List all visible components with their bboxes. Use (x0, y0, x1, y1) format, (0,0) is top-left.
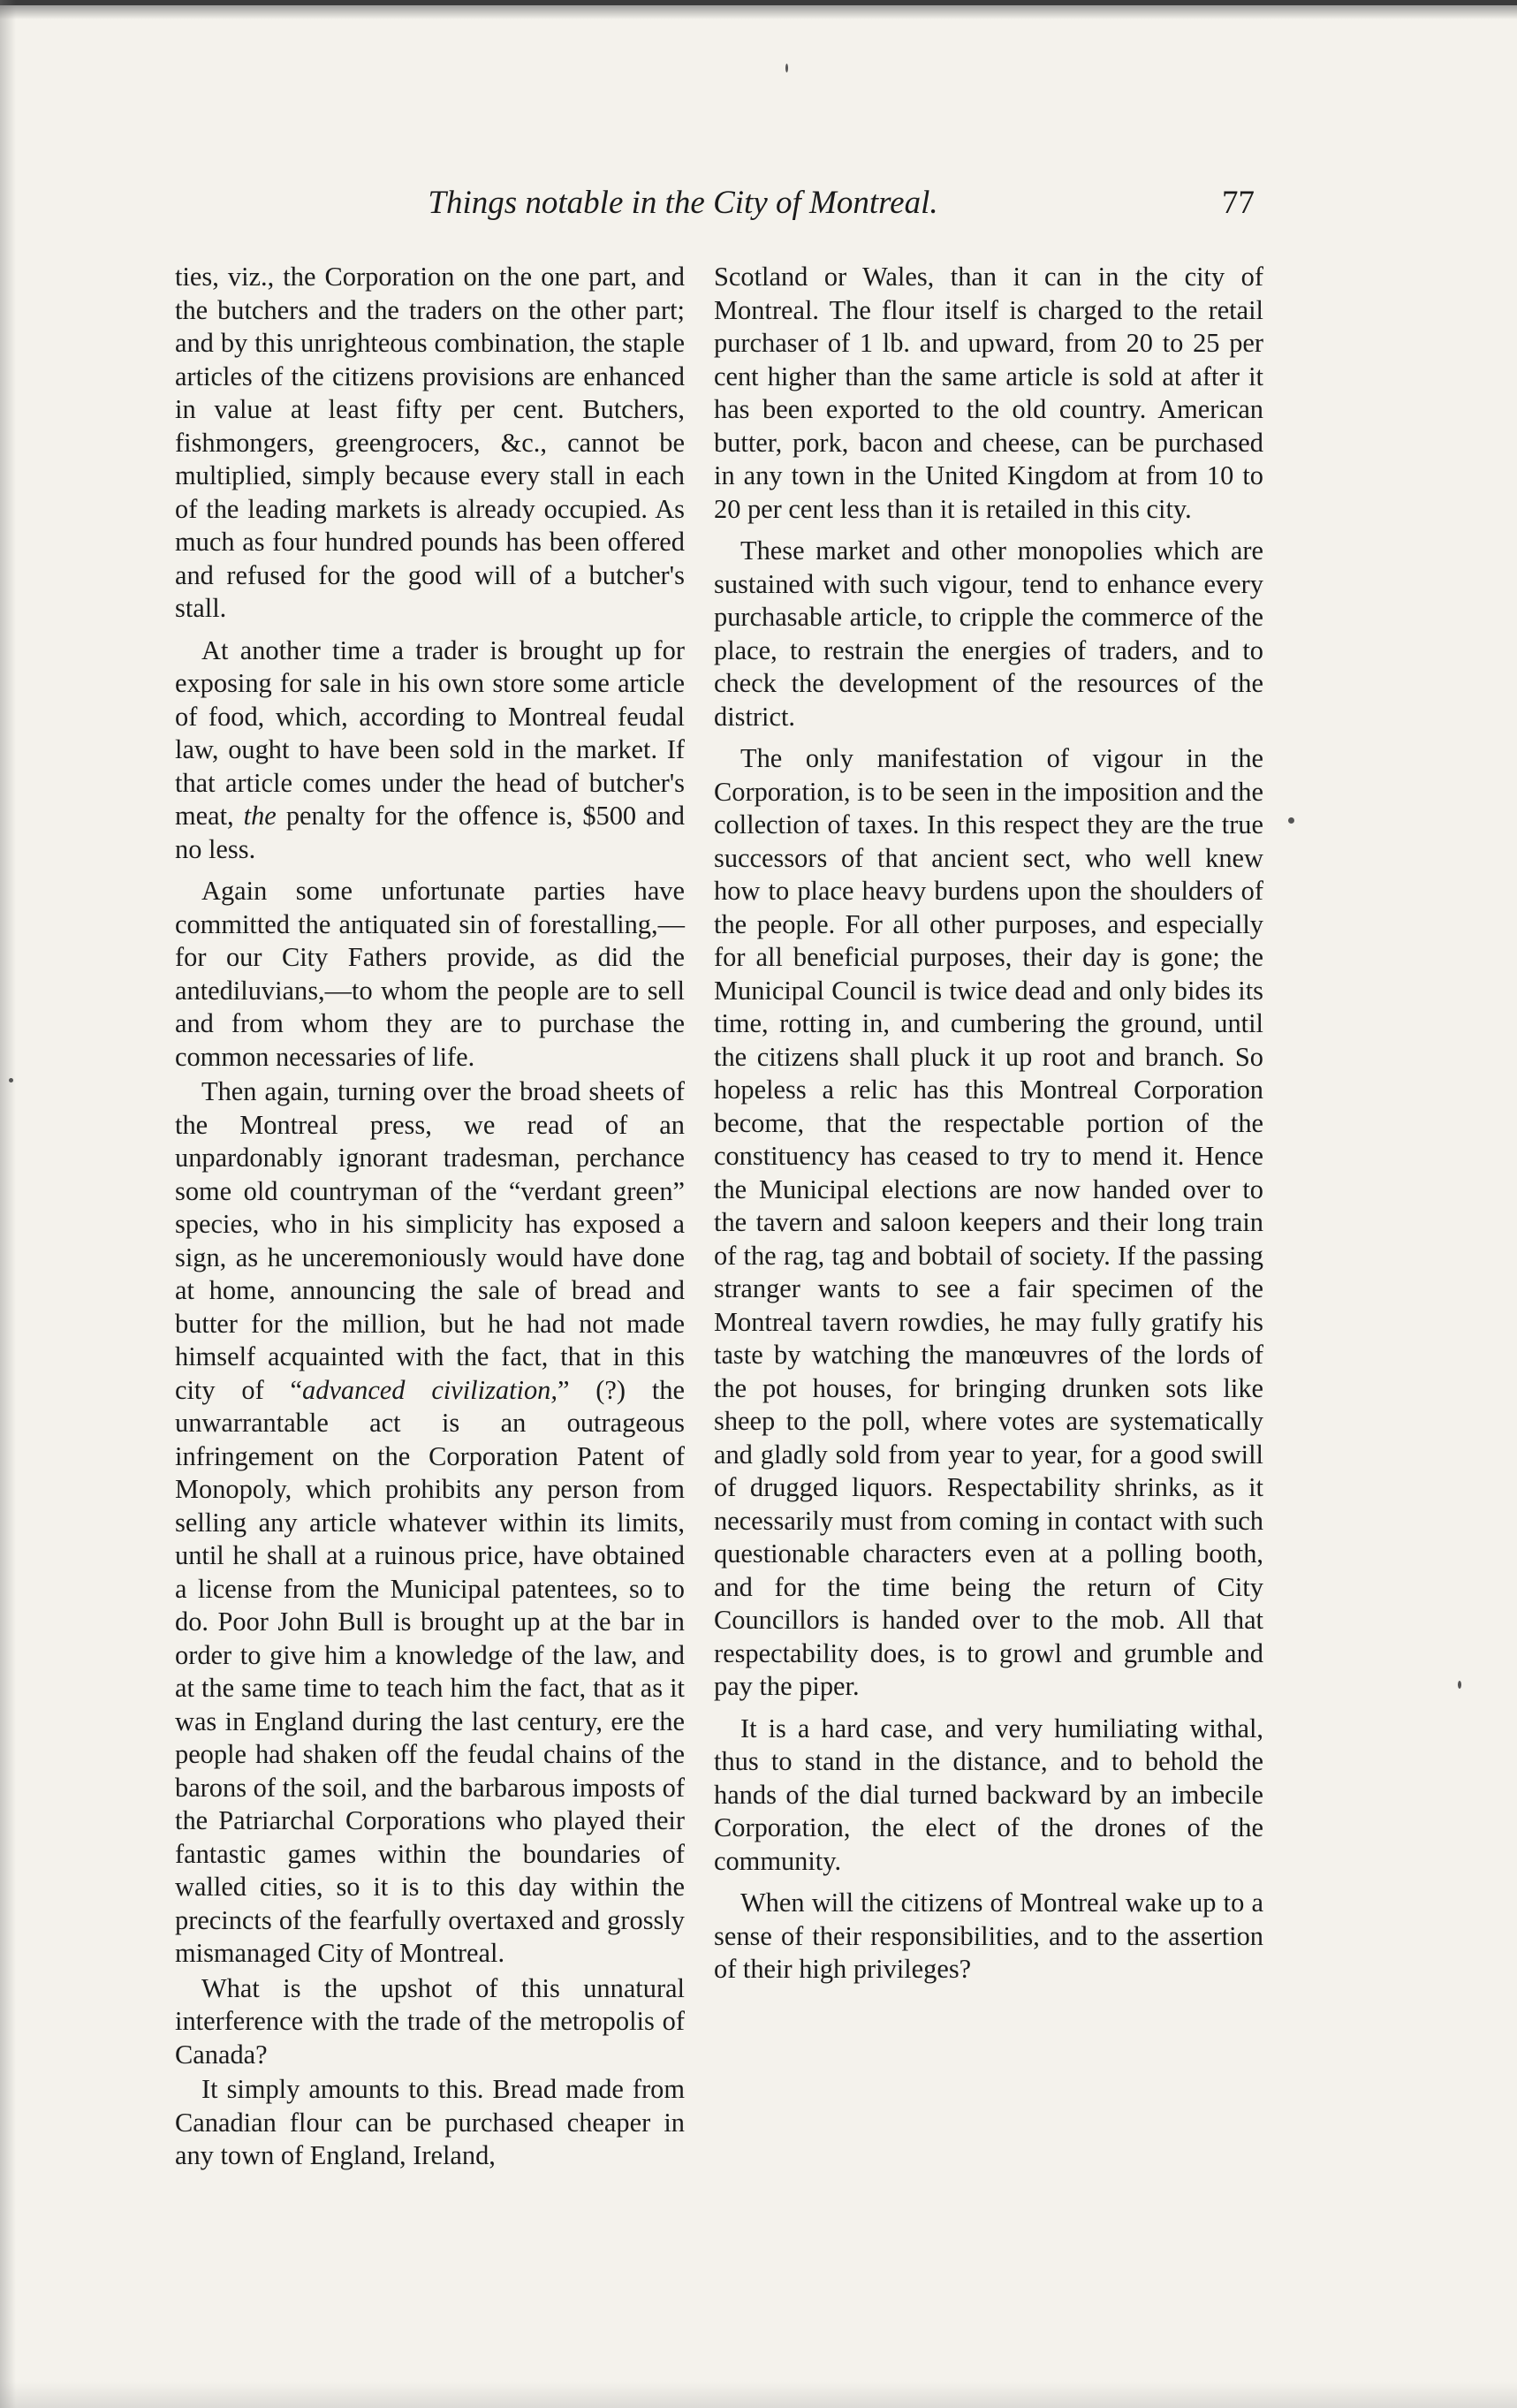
text-run: penalty for the offence is, $500 and no less. (175, 801, 685, 864)
page-left-edge (0, 0, 16, 2408)
italic-text: advanced civilization, (302, 1374, 557, 1405)
text-run: ” (?) the unwarrantable act is an outrageous infringement on the Corporation Patent of Monopoly, which prohibits any person from selling any article whatever within its limits, until he shall at a ruinous price, have obtained a license from the Municipal patentees, so to do. Poor John Bull is brought up at the bar in order to give him a knowledge of the law, and at the same time to teach him the fact, that as it was in England during the last century, ere the people had shaken off the feudal chains of the barons of the soil, and the barbarous imposts of the Patriarchal Corporations who played their fantastic games within the boundaries of walled cities, so it is to this day within the precincts of the fearfully overtaxed and grossly mismanaged City of Montreal. (175, 1374, 685, 1968)
paragraph (175, 1075, 685, 1971)
paragraph: What is the upshot of this unnatural interference with the trade of the metropolis of Canada? (175, 1972, 685, 2070)
print-speck (1458, 1681, 1461, 1689)
paragraph: When will the citizens of Montreal wake up to a sense of their responsibilities, and to the assertion of their high privileges? (714, 1888, 1263, 1984)
page-number: 77 (1222, 185, 1255, 221)
paragraph: Scotland or Wales, than it can in the city of Montreal. The flour itself is charged to the retail purchaser of 1 lb. and upward, from 20 to 25 per cent higher than the same article is sold at after it has been exported to the old country. American butter, pork, bacon and cheese, can be purchased in any town in the United Kingdom at from 10 to 20 per cent less than it is retailed in this city. (714, 262, 1263, 524)
running-title: Things notable in the City of Montreal. (428, 185, 938, 221)
paragraph: Again some unfortunate parties have committed the antiquated sin of forestalling,—for our City Fathers provide, as did the antediluvians,—to whom the people are to sell and from whom they are to purchase the common necessaries of life. (175, 876, 685, 1072)
paragraph: It simply amounts to this. Bread made from Canadian flour can be purchased cheaper in any town of England, Ireland, (175, 2074, 685, 2170)
paragraph: It is a hard case, and very humiliating withal, thus to stand in the distance, and to behold the hands of the dial turned backward by an imbecile Corporation, the elect of the drones of the community. (714, 1713, 1263, 1876)
print-speck (785, 64, 788, 72)
paragraph: These market and other monopolies which are sustained with such vigour, tend to enhance every purchasable article, to cripple the commerce of the place, to restrain the energies of traders, and to check the development of the resources of the district. (714, 536, 1263, 732)
paragraph: The only manifestation of vigour in the Corporation, is to be seen in the imposition and the collection of taxes. In this respect they are the true successors of that ancient sect, who well knew how to place heavy burdens upon the shoulders of the people. For all other purposes, and especially for all beneficial purposes, their day is gone; the Municipal Council is twice dead and only bides its time, rotting in, and cumbering the ground, until the citizens shall pluck it up root and branch. So hopeless a relic has this Montreal Corporation become, that the respectable portion of the constituency has ceased to try to mend it. Hence the Municipal elections are now handed over to the tavern and saloon keepers and their long train of the rag, tag and bobtail of society. If the passing stranger wants to see a fair specimen of the Montreal tavern rowdies, he may fully gratify his taste by watching the manœuvres of the lords of the pot houses, for bringing drunken sots like sheep to the poll, where votes are systematically and gladly sold from year to year, for a good swill of drugged liquors. Respectability shrinks, as it necessarily must from coming in contact with such questionable characters even at a polling booth, and for the time being the return of City Councillors is handed over to the mob. All that respectability does, is to growl and grumble and pay the piper. (714, 743, 1263, 1701)
text-run: Then again, turning over the broad sheets of the Montreal press, we read of an unpardonably ignorant tradesman, perchance some old countryman of the “verdant green” species, who in his simplicity has exposed a sign, as he unceremoniously would have done at home, announcing the sale of bread and butter for the million, but he had not made himself acquainted with the fact, that in this city of “ (175, 1076, 685, 1405)
page-top-rule (0, 0, 1517, 5)
text-run: At another time a trader is brought up for exposing for sale in his own store some article of food, which, according to Montreal feudal law, ought to have been sold in the market. If that article comes under the head of butcher's meat, (175, 634, 685, 831)
print-speck (1288, 817, 1294, 824)
italic-text: the (243, 801, 277, 831)
paragraph: ties, viz., the Corporation on the one part, and the butchers and the traders on the other part; and by this unrighteous combination, the staple articles of the citizens provisions are enhanced in value at least fifty per cent. Butchers, fishmongers, greengrocers, &c., cannot be multiplied, simply because every stall in each of the leading markets is already occupied. As much as four hundred pounds has been offered and refused for the good will of a butcher's stall. (175, 262, 685, 623)
print-speck (9, 1078, 13, 1082)
running-head (0, 181, 1517, 234)
right-column (714, 261, 1263, 1995)
left-column (175, 261, 685, 2182)
paragraph (175, 634, 685, 867)
page-bottom-edge (0, 2381, 1517, 2408)
